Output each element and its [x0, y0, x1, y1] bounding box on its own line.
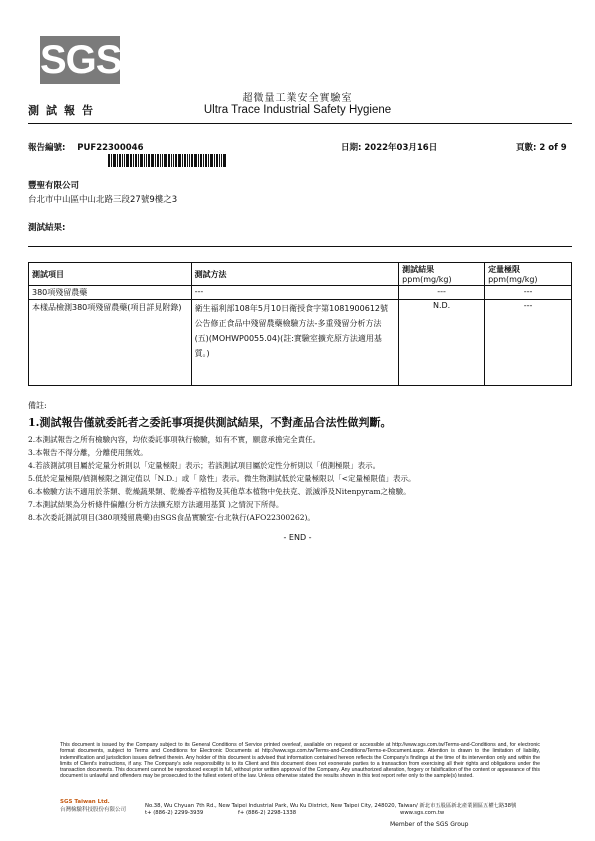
cell-method: 衛生福利部108年5月10日衛授食字第1081900612號公告修正食品中殘留農藥檢驗方法-多重殘留分析方法(五)(MOHWP0055.04)(註:實驗室擴充原方法適用基質。)	[191, 300, 399, 386]
footer-phone: t+ (886-2) 2299-3939	[145, 810, 204, 816]
header-limit	[485, 263, 572, 286]
header-limit-label: 定量極限	[488, 265, 521, 274]
header-divider	[28, 123, 572, 124]
note-item: 1.測試報告僅就委託者之委託事項提供測試結果，不對產品合法性做判斷。	[28, 416, 392, 429]
client-address: 台北市中山區中山北路三段27號9樓之3	[28, 195, 178, 205]
footer-fax: f+ (886-2) 2298-1338	[238, 810, 297, 816]
legal-disclaimer: This document is issued by the Company subject to its General Conditions of Service printed overleaf, available on request or accessible at http://www.sgs.com.tw/Terms-and-Conditions and, for electronic format documents, subject to Terms and Conditions for Electronic Documents at http://www.sgs.com.tw/Terms-and-Conditions/Terms-e-Document.aspx. Attention is drawn to the limitation of liability, indemnification and jurisdiction issues defined therein. Any holder of this document is advised that information contained hereon reflects the Company's findings at the time of its intervention only and within the limits of Client's instructions, if any. The Company's sole responsibility is to its Client and this document does not exonerate parties to a transaction from exercising all their rights and obligations under the transaction documents. This document cannot be reproduced except in full, without prior written approval of the Company. Any unauthorized alteration, forgery or falsification of the content or appearance of this document is unlawful and offenders may be prosecuted to the fullest extent of the law. Unless otherwise stated the results shown in this test report refer only to the sample(s) tested.	[60, 742, 540, 780]
note-item: 4.若該測試項目屬於定量分析則以「定量極限」表示；若該測試項目屬於定性分析則以「偵測極限」表示。	[28, 461, 381, 470]
results-divider	[28, 246, 572, 247]
cell-item: 380項殘留農藥	[29, 286, 192, 300]
cell-limit: ---	[485, 286, 572, 300]
header-limit-unit: ppm(mg/kg)	[488, 275, 538, 284]
report-date	[341, 141, 437, 153]
report-number-label: 報告編號:	[28, 143, 66, 153]
report-number-value: PUF22300046	[77, 143, 144, 153]
cell-limit: ---	[485, 300, 572, 386]
cell-result: N.D.	[399, 300, 485, 386]
report-title: 測試報告	[28, 104, 100, 117]
end-marker: - END -	[283, 533, 312, 542]
table-row	[29, 286, 572, 300]
footer-member: Member of the SGS Group	[390, 821, 469, 828]
report-date-value: 2022年03月16日	[364, 143, 438, 153]
lab-name-zh: 超微量工業安全實驗室	[242, 93, 353, 104]
report-number	[28, 141, 144, 153]
sgs-logo: SGS	[40, 38, 122, 82]
footer-brand-en: SGS Taiwan Ltd.	[60, 799, 110, 805]
header-method: 測試方法	[191, 263, 399, 286]
page-number-label: 頁數:	[516, 143, 537, 153]
notes-section	[28, 400, 572, 525]
report-date-label: 日期:	[341, 143, 362, 153]
cell-item: 本樣品檢測380項殘留農藥(項目詳見附錄)	[29, 300, 192, 386]
footer-website-link[interactable]: www.sgs.com.tw	[400, 810, 445, 816]
cell-method: ---	[191, 286, 399, 300]
notes-label: 備註:	[28, 401, 47, 410]
lab-name-en: Ultra Trace Industrial Safety Hygiene	[203, 104, 392, 116]
note-item: 7.本測試結果為分析條件偏離(分析方法擴充原方法適用基質 )之情況下所得。	[28, 500, 284, 509]
barcode-image	[108, 154, 240, 167]
results-label: 測試結果:	[28, 223, 66, 233]
page-number	[516, 141, 567, 153]
header-item: 測試項目	[29, 263, 192, 286]
note-item: 8.本次委託測試項目(380項殘留農藥)由SGS食品實驗室-台北執行(AFO22300262)。	[28, 513, 315, 522]
cell-result: ---	[399, 286, 485, 300]
footer-brand-zh: 台灣檢驗科技股份有限公司	[60, 807, 127, 813]
table-row	[29, 300, 572, 386]
footer-address: No.38, Wu Chyuan 7th Rd., New Taipei Industrial Park, Wu Ku District, New Taipei City, 248020, Taiwan/ 新北市五股區新北產業園區五權七路38號	[145, 803, 517, 809]
page-number-value: 2 of 9	[539, 143, 567, 153]
note-item: 3.本報告不得分離，分離使用無效。	[28, 448, 148, 457]
header-result-unit: ppm(mg/kg)	[402, 275, 452, 284]
results-table	[28, 262, 572, 386]
header-result	[399, 263, 485, 286]
header-result-label: 測試結果	[402, 265, 435, 274]
client-name: 豐聖有限公司	[28, 181, 80, 191]
table-header-row	[29, 263, 572, 286]
note-item: 2.本測試報告之所有檢驗內容，均依委託事項執行檢驗，如有不實，願意承擔完全責任。	[28, 435, 321, 444]
footer-brand	[60, 799, 126, 813]
note-item: 5.低於定量極限/偵測極限之測定值以「N.D.」或「 陰性」表示。微生物測試低於定量極限以「<定量極限值」表示。	[28, 474, 416, 483]
note-item: 6.本檢驗方法不適用於茶類、乾燥蔬果類、乾燥香辛植物及其他草本植物中免扶克、派滅淨及Nitenpyram之檢驗。	[28, 487, 411, 496]
